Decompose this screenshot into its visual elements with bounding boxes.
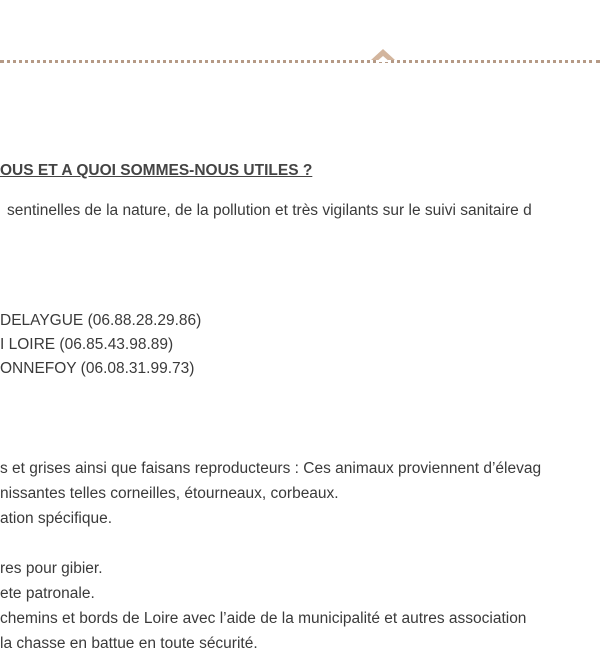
activity-line: ete patronale. [0, 585, 95, 602]
activity-line: nissantes telles corneilles, étourneaux, corbeaux. [0, 485, 339, 502]
activity-line: chemins et bords de Loire avec l’aide de la municipalité et autres association [0, 610, 527, 627]
activity-line: res pour gibier. [0, 560, 103, 577]
section-divider [0, 60, 600, 63]
activity-line: la chasse en battue en toute sécurité. [0, 635, 258, 652]
activity-line: s et grises ainsi que faisans reproducteurs : Ces animaux proviennent d’élevag [0, 460, 542, 477]
contact-line: ONNEFOY (06.08.31.99.73) [0, 360, 195, 377]
chevron-up-icon-inner [376, 56, 390, 62]
activity-line: ation spécifique. [0, 510, 113, 527]
section-heading: OUS ET A QUOI SOMMES-NOUS UTILES ? [0, 162, 313, 179]
contact-line: I LOIRE (06.85.43.98.89) [0, 336, 174, 353]
contact-line: DELAYGUE (06.88.28.29.86) [0, 312, 202, 329]
intro-text: sentinelles de la nature, de la pollution et très vigilants sur le suivi sanitaire d [7, 202, 532, 219]
